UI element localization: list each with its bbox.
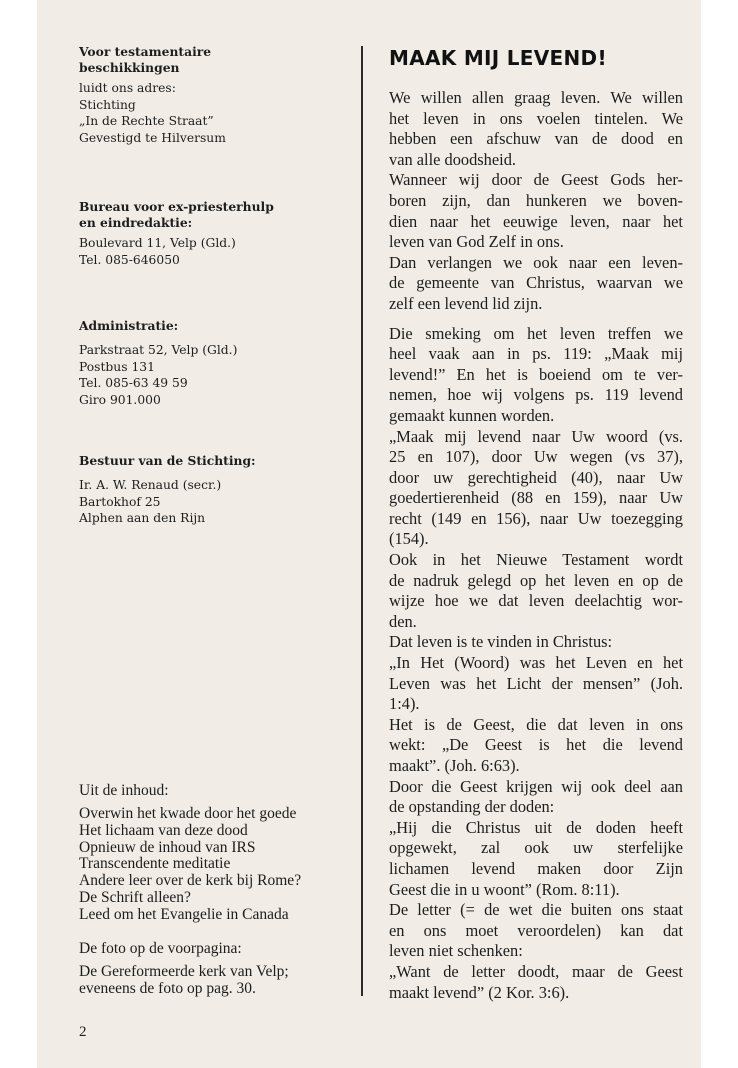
administratie-line: Giro 901.000: [79, 392, 161, 407]
article-line: wijze hoe we dat leven deelachtig wor-: [389, 591, 683, 611]
article-line: de gemeente van Christus, waarvan we: [389, 273, 683, 293]
article-line: van alle doodsheid.: [389, 149, 516, 169]
article-line: 25 en 107), door Uw wegen (vs 37),: [389, 447, 683, 467]
administratie-heading: [79, 318, 237, 334]
testament-heading: [79, 44, 226, 76]
article-line: nemen, hoe wij volgens ps. 119 levend: [389, 385, 683, 405]
page-number: 2: [79, 1024, 87, 1040]
article-line: Het is de Geest, die dat leven in ons: [389, 714, 683, 734]
administratie-line: Parkstraat 52, Velp (Gld.): [79, 343, 238, 357]
column-divider: [361, 46, 363, 996]
article-line: „Maak mij levend naar Uw woord (vs.: [389, 426, 683, 446]
administratie-line: Postbus 131: [79, 359, 155, 374]
administratie-section: [79, 318, 237, 408]
article-column: [389, 46, 683, 1012]
article-line: de nadruk gelegd op het leven en op de: [389, 570, 683, 590]
bestuur-line: Bartokhof 25: [79, 494, 161, 509]
bestuur-heading: [79, 453, 256, 469]
article-line: „Hij die Christus uit de doden heeft: [389, 817, 683, 837]
foto-title: De foto op de voorpagina:: [79, 940, 242, 957]
bestuur-line: Alphen aan den Rijn: [79, 511, 206, 525]
article-line: Die smeking om het leven treffen we: [389, 323, 683, 343]
article-line: leven van God Zelf in ons.: [389, 232, 564, 252]
article-line: heel vaak aan in ps. 119: „Maak mij: [389, 344, 683, 364]
article-line: den.: [389, 611, 417, 631]
contents-item: Het lichaam van deze dood: [79, 821, 248, 839]
contents-section: [79, 782, 301, 924]
testament-heading-line: beschikkingen: [79, 60, 180, 75]
article-line: leven niet schenken:: [389, 941, 523, 961]
page: [37, 0, 701, 1068]
bureau-line: Boulevard 11, Velp (Gld.): [79, 236, 236, 250]
article-line: zelf een levend lid zijn.: [389, 293, 543, 313]
bestuur-line: Ir. A. W. Renaud (secr.): [79, 478, 222, 492]
testament-section: [79, 44, 226, 146]
foto-line: De Gereformeerde kerk van Velp;: [79, 963, 289, 980]
article-line: wekt: „De Geest is het die levend: [389, 735, 683, 755]
bureau-heading-line: en eindredaktie:: [79, 215, 193, 230]
article-line: gemaakt kunnen worden.: [389, 405, 555, 425]
article-line: Ook in het Nieuwe Testament wordt: [389, 550, 683, 570]
article-paragraph: [389, 88, 683, 315]
article-line: „Want de letter doodt, maar de Geest: [389, 961, 683, 981]
article-line: 1:4).: [389, 694, 420, 714]
administratie-line: Tel. 085-63 49 59: [79, 376, 188, 390]
article-line: maakt levend” (2 Kor. 3:6).: [389, 982, 570, 1002]
testament-line: Stichting: [79, 97, 136, 112]
article-line: Leven was het Licht der mensen” (Joh.: [389, 673, 683, 693]
bestuur-section: [79, 453, 256, 527]
article-line: (154).: [389, 529, 429, 549]
article-body: [389, 88, 683, 1003]
article-line: maakt”. (Joh. 6:63).: [389, 756, 520, 775]
contents-item: Leed om het Evangelie in Canada: [79, 905, 289, 923]
contents-item: Andere leer over de kerk bij Rome?: [79, 872, 302, 890]
article-line: opgewekt, zal ook uw sterfelijke: [389, 838, 683, 858]
article-line: door uw gerechtigheid (40), naar Uw: [389, 467, 683, 487]
article-line: Wanneer wij door de Geest Gods her-: [389, 170, 683, 190]
article-line: We willen allen graag leven. We willen: [389, 88, 683, 107]
article-line: boren zijn, dan hunkeren we boven-: [389, 190, 683, 210]
foto-line: eveneens de foto op pag. 30.: [79, 979, 256, 997]
bureau-heading-line: Bureau voor ex-priesterhulp: [79, 199, 274, 214]
article-line: en ons moet veroordelen) kan dat: [389, 920, 683, 940]
contents-item: Transcendente meditatie: [79, 855, 231, 873]
article-line: „In Het (Woord) was het Leven en het: [389, 653, 683, 673]
administratie-heading-line: Administratie:: [79, 318, 179, 333]
article-line: recht (149 en 156), naar Uw toezegging: [389, 508, 683, 528]
bureau-section: [79, 199, 274, 268]
contents-item: Opnieuw de inhoud van IRS: [79, 838, 256, 856]
contents-title: Uit de inhoud:: [79, 782, 169, 799]
contents-item: De Schrift alleen?: [79, 888, 191, 906]
testament-line: Gevestigd te Hilversum: [79, 130, 226, 145]
contents-item: Overwin het kwade door het goede: [79, 805, 297, 822]
bureau-heading: [79, 199, 274, 231]
testament-line: luidt ons adres:: [79, 81, 176, 95]
article-line: hebben een afschuw van de dood en: [389, 129, 683, 149]
testament-heading-line: Voor testamentaire: [79, 44, 212, 59]
article-line: het leven in ons voelen tintelen. We: [389, 108, 683, 128]
article-line: lichamen levend maken door Zijn: [389, 858, 683, 878]
article-line: De letter (= de wet die buiten ons staat: [389, 900, 683, 920]
article-line: goedertierenheid (88 en 159), naar Uw: [389, 488, 683, 508]
article-line: Dat leven is te vinden in Christus:: [389, 632, 613, 652]
article-line: Door die Geest krijgen wij ook deel aan: [389, 776, 683, 796]
article-line: dien naar het eeuwige leven, naar het: [389, 211, 683, 231]
article-paragraph: [389, 324, 683, 1004]
testament-line: „In de Rechte Straat”: [79, 114, 214, 128]
article-line: Dan verlangen we ook naar een leven-: [389, 252, 683, 272]
article-line: Geest die in u woont” (Rom. 8:11).: [389, 879, 620, 899]
article-line: levend!” En het is boeiend om te ver-: [389, 364, 683, 384]
article-line: de opstanding der doden:: [389, 797, 555, 817]
bestuur-heading-line: Bestuur van de Stichting:: [79, 453, 256, 468]
article-title: MAAK MIJ LEVEND!: [389, 46, 607, 70]
bureau-line: Tel. 085-646050: [79, 252, 180, 267]
foto-section: [79, 940, 289, 998]
